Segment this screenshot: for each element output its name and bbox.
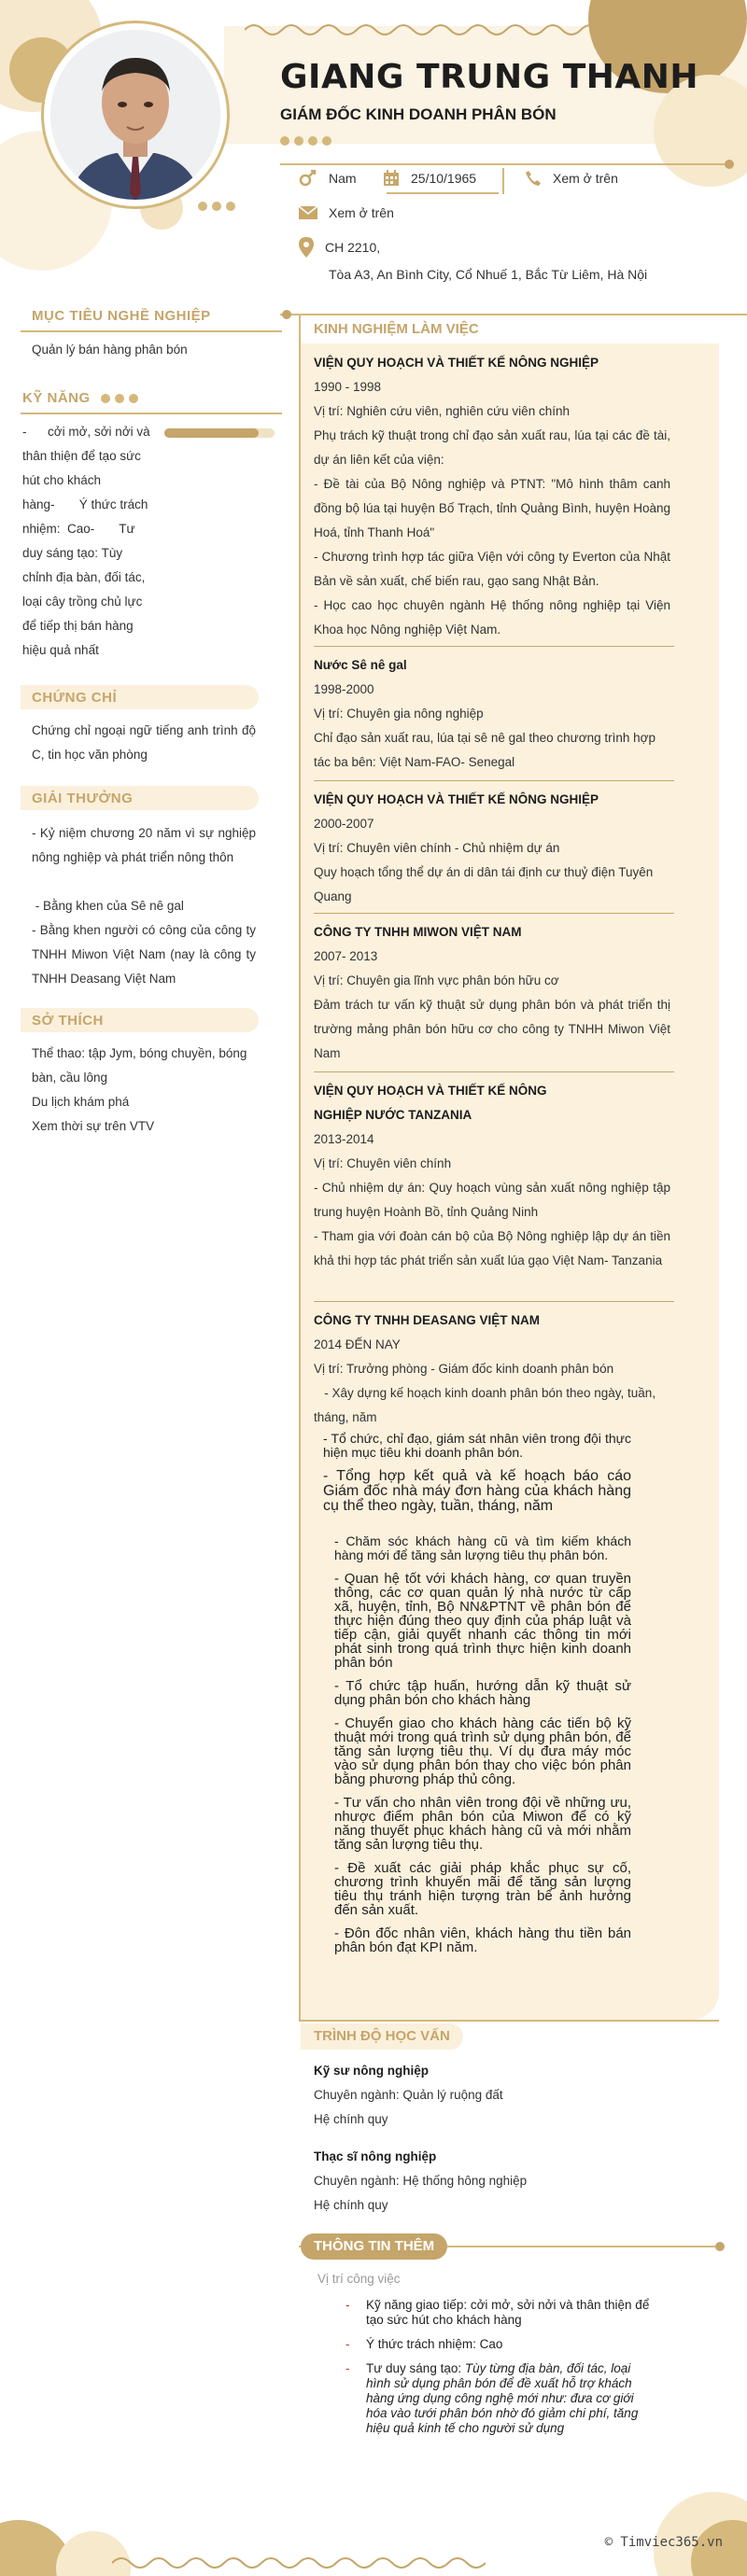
full-name: GIANG TRUNG THANH (280, 58, 699, 96)
exp-entry-3 (314, 788, 670, 909)
task-item: - Đề xuất các giải pháp khắc phục sự cố, chương trình khuyến mãi để tăng sản lượng tiêu thụ tránh hiện tượng tràn bể ảnh hưởng đến sản xuất. (334, 1860, 631, 1918)
exp-period: 2007- 2013 (314, 949, 378, 963)
exp-entry-5-body (314, 1127, 670, 1273)
exp-period: 1990 - 1998 (314, 380, 382, 394)
task-item: - Tư vấn cho nhân viên trong đội về những ưu, nhược điểm phân bón của Miwon để có kỹ năng thuyết phục khách hàng cũ và mới nhằm tăng sản lượng tiêu thụ. (334, 1795, 631, 1853)
wave-decoration (245, 21, 637, 39)
avatar (50, 30, 220, 200)
awards-title: GIẢI THƯỞNG (32, 791, 134, 806)
skill-line: nhiệm: Cao- Tư (22, 522, 135, 536)
exp-entry-2 (314, 653, 670, 775)
education-entry-1 (314, 2059, 670, 2132)
skill-line: - cởi mở, sởi nởi và (22, 425, 150, 439)
exp-company: VIỆN QUY HOẠCH VÀ THIẾT KẾ NÔNG NGHIỆP NƯỚC TANZANIA (314, 1084, 547, 1122)
gender-row (299, 170, 357, 187)
address-line-1: CH 2210, (325, 240, 381, 255)
exp-entry-5 (314, 1079, 547, 1127)
dob-row (383, 170, 476, 187)
experience-header-line (280, 314, 747, 315)
task-item: - Tổ chức, chỉ đạo, giám sát nhân viên trong đội thực hiện mục tiêu khi doanh phân bón. (323, 1431, 631, 1460)
footer-brand: © Timviec365.vn (604, 2535, 723, 2550)
exp-separator (314, 1301, 674, 1302)
education-title: TRÌNH ĐỘ HỌC VẤN (301, 2023, 463, 2050)
exp-period: 2013-2014 (314, 1132, 374, 1146)
additional-divider-dot (715, 2242, 725, 2251)
exp-entry-1 (314, 351, 670, 642)
exp-line: Vị trí: Chuyên viên chính (314, 1156, 452, 1170)
edu-major: Chuyên ngành: Hệ thống hông nghiệp (314, 2174, 528, 2188)
skills-divider (21, 413, 282, 414)
skill-line: loại cây trồng chủ lực (22, 595, 143, 609)
gender-value: Nam (329, 171, 357, 186)
exp-line: - Xây dựng kế hoạch kinh doanh phân bón theo ngày, tuần, tháng, năm (314, 1386, 659, 1424)
skill-line: hút cho khách (22, 473, 102, 487)
edu-type: Hệ chính quy (314, 2112, 388, 2126)
email-value: Xem ở trên (329, 205, 394, 220)
exp-entry-4 (314, 920, 670, 1066)
exp-line: - Học cao học chuyên ngành Hệ thống nông nghiệp tại Viện Khoa học Nông nghiệp Việt Nam. (314, 598, 670, 637)
award-2: - Bằng khen của Sê nê gal (32, 899, 184, 913)
experience-header-dot (282, 310, 291, 319)
hobbies-title: SỞ THÍCH (32, 1013, 104, 1029)
skill-line: hàng- Ý thức trách (22, 497, 148, 511)
calendar-icon (383, 170, 400, 187)
avatar-dots (198, 202, 235, 211)
skills-title: KỸ NĂNG (22, 390, 91, 406)
additional-list (345, 2298, 654, 2445)
exp-separator (314, 913, 674, 914)
skills-dots (101, 394, 138, 403)
skill-level-bar (164, 428, 275, 438)
task-item: - Quan hệ tốt với khách hàng, cơ quan truyền thông, các cơ quan quản lý nhà nước từ cấp xã, huyện, tỉnh, Bộ NN&PTNT về phân bón để thực hiện đúng theo quy định của pháp luật và tiếp cận, giải quyết nhanh các thông tin mới phát sinh trong quá trình thực hiện kinh doanh phân bón (334, 1571, 631, 1671)
skill-line: hiệu quả nhất (22, 643, 99, 657)
award-1: - Kỷ niệm chương 20 năm vì sự nghiệp nông nghiệp và phát triển nông thôn (32, 826, 256, 864)
exp-line: Vị trí: Trưởng phòng - Giám đốc kinh doanh phân bón (314, 1362, 614, 1376)
skills-text (22, 420, 162, 663)
mail-icon (299, 206, 317, 219)
hobby-2: Du lịch khám phá (32, 1095, 130, 1109)
exp-company: VIỆN QUY HOẠCH VÀ THIẾT KẾ NÔNG NGHIỆP (314, 792, 599, 806)
additional-item: - Ý thức trách nhiệm: Cao (345, 2337, 654, 2352)
skill-line: duy sáng tạo: Tùy (22, 546, 123, 560)
dob-value: 25/10/1965 (411, 171, 477, 186)
exp-line: Đảm trách tư vấn kỹ thuật sử dụng phân bón và phát triển thị trường mảng phân bón hữu cơ cho công ty TNHH Miwon Việt Nam (314, 998, 670, 1060)
objective-divider (21, 330, 282, 332)
exp-line: - Chủ nhiệm dự án: Quy hoạch vùng sản xuất nông nghiệp tập trung huyện Hoành Bồ, tỉnh Quảng Ninh (314, 1181, 670, 1219)
dob-underline (387, 192, 499, 194)
exp-company: VIỆN QUY HOẠCH VÀ THIẾT KẾ NÔNG NGHIỆP (314, 356, 599, 370)
phone-value: Xem ở trên (553, 171, 618, 186)
certificates-text: Chứng chỉ ngoại ngữ tiếng anh trình độ C, tin học văn phòng (32, 723, 256, 762)
award-3: - Bằng khen người có công của công ty TNHH Miwon Việt Nam (nay là công ty TNHH Deasang Việt Nam (32, 923, 256, 986)
exp-company: CÔNG TY TNHH MIWON VIỆT NAM (314, 925, 522, 939)
exp-separator (314, 646, 674, 647)
edu-degree: Kỹ sư nông nghiệp (314, 2064, 430, 2078)
exp-line: Vị trí: Nghiên cứu viên, nghiên cứu viên chính (314, 404, 570, 418)
task-item: - Đôn đốc nhân viên, khách hàng thu tiền bán phân bón đạt KPI năm. (334, 1925, 631, 1955)
additional-title: THÔNG TIN THÊM (301, 2233, 447, 2260)
location-icon (299, 237, 314, 258)
phone-row (525, 170, 618, 187)
exp-period: 1998-2000 (314, 682, 374, 696)
exp-tasks (323, 1432, 631, 1954)
email-row (299, 205, 394, 220)
exp-line: - Tham gia với đoàn cán bộ của Bộ Nông nghiệp lập dự án tiền khả thi hợp tác phát triển sản xuất lúa gạo Việt Nam- Tanzania (314, 1229, 670, 1267)
experience-title: KINH NGHIỆM LÀM VIỆC (314, 321, 479, 337)
exp-entry-6 (314, 1309, 670, 1430)
exp-line: Vị trí: Chuyên viên chính - Chủ nhiệm dự án (314, 841, 560, 855)
title-dots (280, 136, 331, 146)
additional-item (345, 2361, 654, 2436)
edu-degree: Thạc sĩ nông nghiệp (314, 2149, 437, 2163)
exp-line: Vị trí: Chuyên gia nông nghiệp (314, 707, 484, 721)
exp-line: - Đề tài của Bộ Nông nghiệp và PTNT: "Mô hình thâm canh đồng bộ lúa tại huyện Bố Trạch, tỉnh Quảng Bình, huyện Hoàng Hoá, tỉnh Thanh Hoá" (314, 477, 670, 539)
task-item: - Chăm sóc khách hàng cũ và tìm kiếm khách hàng mới để tăng sản lượng tiêu thụ phân bón. (334, 1533, 631, 1562)
objective-text: Quản lý bán hàng phân bón (32, 343, 188, 357)
exp-line: Phụ trách kỹ thuật trong chỉ đạo sản xuất rau, lúa tại các đề tài, dự án liên kết của viện: (314, 428, 670, 467)
experience-bottom-line (299, 2020, 719, 2022)
skill-line: để tiếp thị bán hàng (22, 619, 134, 633)
address-line-2: Tòa A3, An Bình City, Cổ Nhuế 1, Bắc Từ Liêm, Hà Nội (329, 267, 648, 282)
skill-line: thân thiện để tạo sức (22, 449, 141, 463)
skill-level-fill (164, 428, 259, 438)
exp-company: Nước Sê nê gal (314, 658, 407, 672)
divider-end-dot (725, 160, 734, 169)
objective-title: MỤC TIÊU NGHỀ NGHIỆP (32, 308, 211, 324)
exp-period: 2014 ĐẾN NAY (314, 1337, 401, 1351)
address-row (299, 237, 380, 258)
task-item: - Tổng hợp kết quả và kế hoạch báo cáo Giám đốc nhà máy đơn hàng của khách hàng cụ thể theo ngày, tuần, tháng, năm (323, 1468, 631, 1514)
exp-line: Chỉ đạo sản xuất rau, lúa tại sê nê gal theo chương trình hợp tác ba bên: Việt Nam-FAO- Senegal (314, 731, 655, 769)
edu-type: Hệ chính quy (314, 2198, 388, 2212)
edu-major: Chuyên ngành: Quản lý ruộng đất (314, 2088, 503, 2102)
phone-divider (502, 168, 504, 194)
education-entry-2 (314, 2145, 670, 2218)
exp-period: 2000-2007 (314, 817, 374, 831)
wave-decoration-bottom (112, 2554, 486, 2572)
creative-label: Tư duy sáng tạo: (366, 2361, 465, 2375)
additional-item: - Kỹ năng giao tiếp: cởi mở, sởi nởi và thân thiện để tạo sức hút cho khách hàng (345, 2298, 654, 2328)
hobby-1: Thể thao: tập Jym, bóng chuyền, bóng bàn, cầu lông (32, 1046, 247, 1085)
header-divider (280, 163, 728, 165)
gender-icon (299, 170, 317, 187)
task-item: - Chuyển giao cho khách hàng các tiến bộ kỹ thuật mới trong quá trình sử dụng phân bón, để tăng sản lượng tiêu thụ. Ví dụ đưa máy móc vào sử dụng phân bón thay cho việc bón phân bằng phương pháp thủ công. (334, 1715, 631, 1787)
creative-text: Tùy từng địa bàn, đối tác, loại hình sử dụng phân bón để đề xuất hỗ trợ khách hàng ứng dụng công nghệ mới như: đưa cơ giới hóa vào tưới phân bón nhờ đó giảm chi phí, tăng hiệu quả kinh tế cho người sử dụng (366, 2361, 639, 2435)
task-item: - Tổ chức tập huấn, hướng dẫn kỹ thuật sử dụng phân bón cho khách hàng (334, 1678, 631, 1708)
address-line-2-row (329, 267, 647, 282)
exp-separator (314, 780, 674, 781)
exp-line: Vị trí: Chuyên gia lĩnh vực phân bón hữu cơ (314, 973, 559, 987)
hobby-3: Xem thời sự trên VTV (32, 1119, 155, 1133)
phone-icon (525, 170, 542, 187)
exp-company: CÔNG TY TNHH DEASANG VIỆT NAM (314, 1313, 541, 1327)
exp-separator (314, 1071, 674, 1072)
job-title: GIÁM ĐỐC KINH DOANH PHÂN BÓN (280, 105, 557, 123)
additional-subtitle: Vị trí công việc (317, 2272, 401, 2286)
timeline-line (299, 314, 301, 2020)
skill-line: chỉnh địa bàn, đối tác, (22, 570, 146, 584)
exp-line: Quy hoạch tổng thể dự án di dân tái định cư thuỷ điện Tuyên Quang (314, 865, 654, 903)
certificates-title: CHỨNG CHỈ (32, 690, 118, 706)
exp-line: - Chương trình hợp tác giữa Viện với công ty Everton của Nhật Bản về sản xuất, chế biến rau, gạo sang Nhật Bản. (314, 550, 670, 588)
